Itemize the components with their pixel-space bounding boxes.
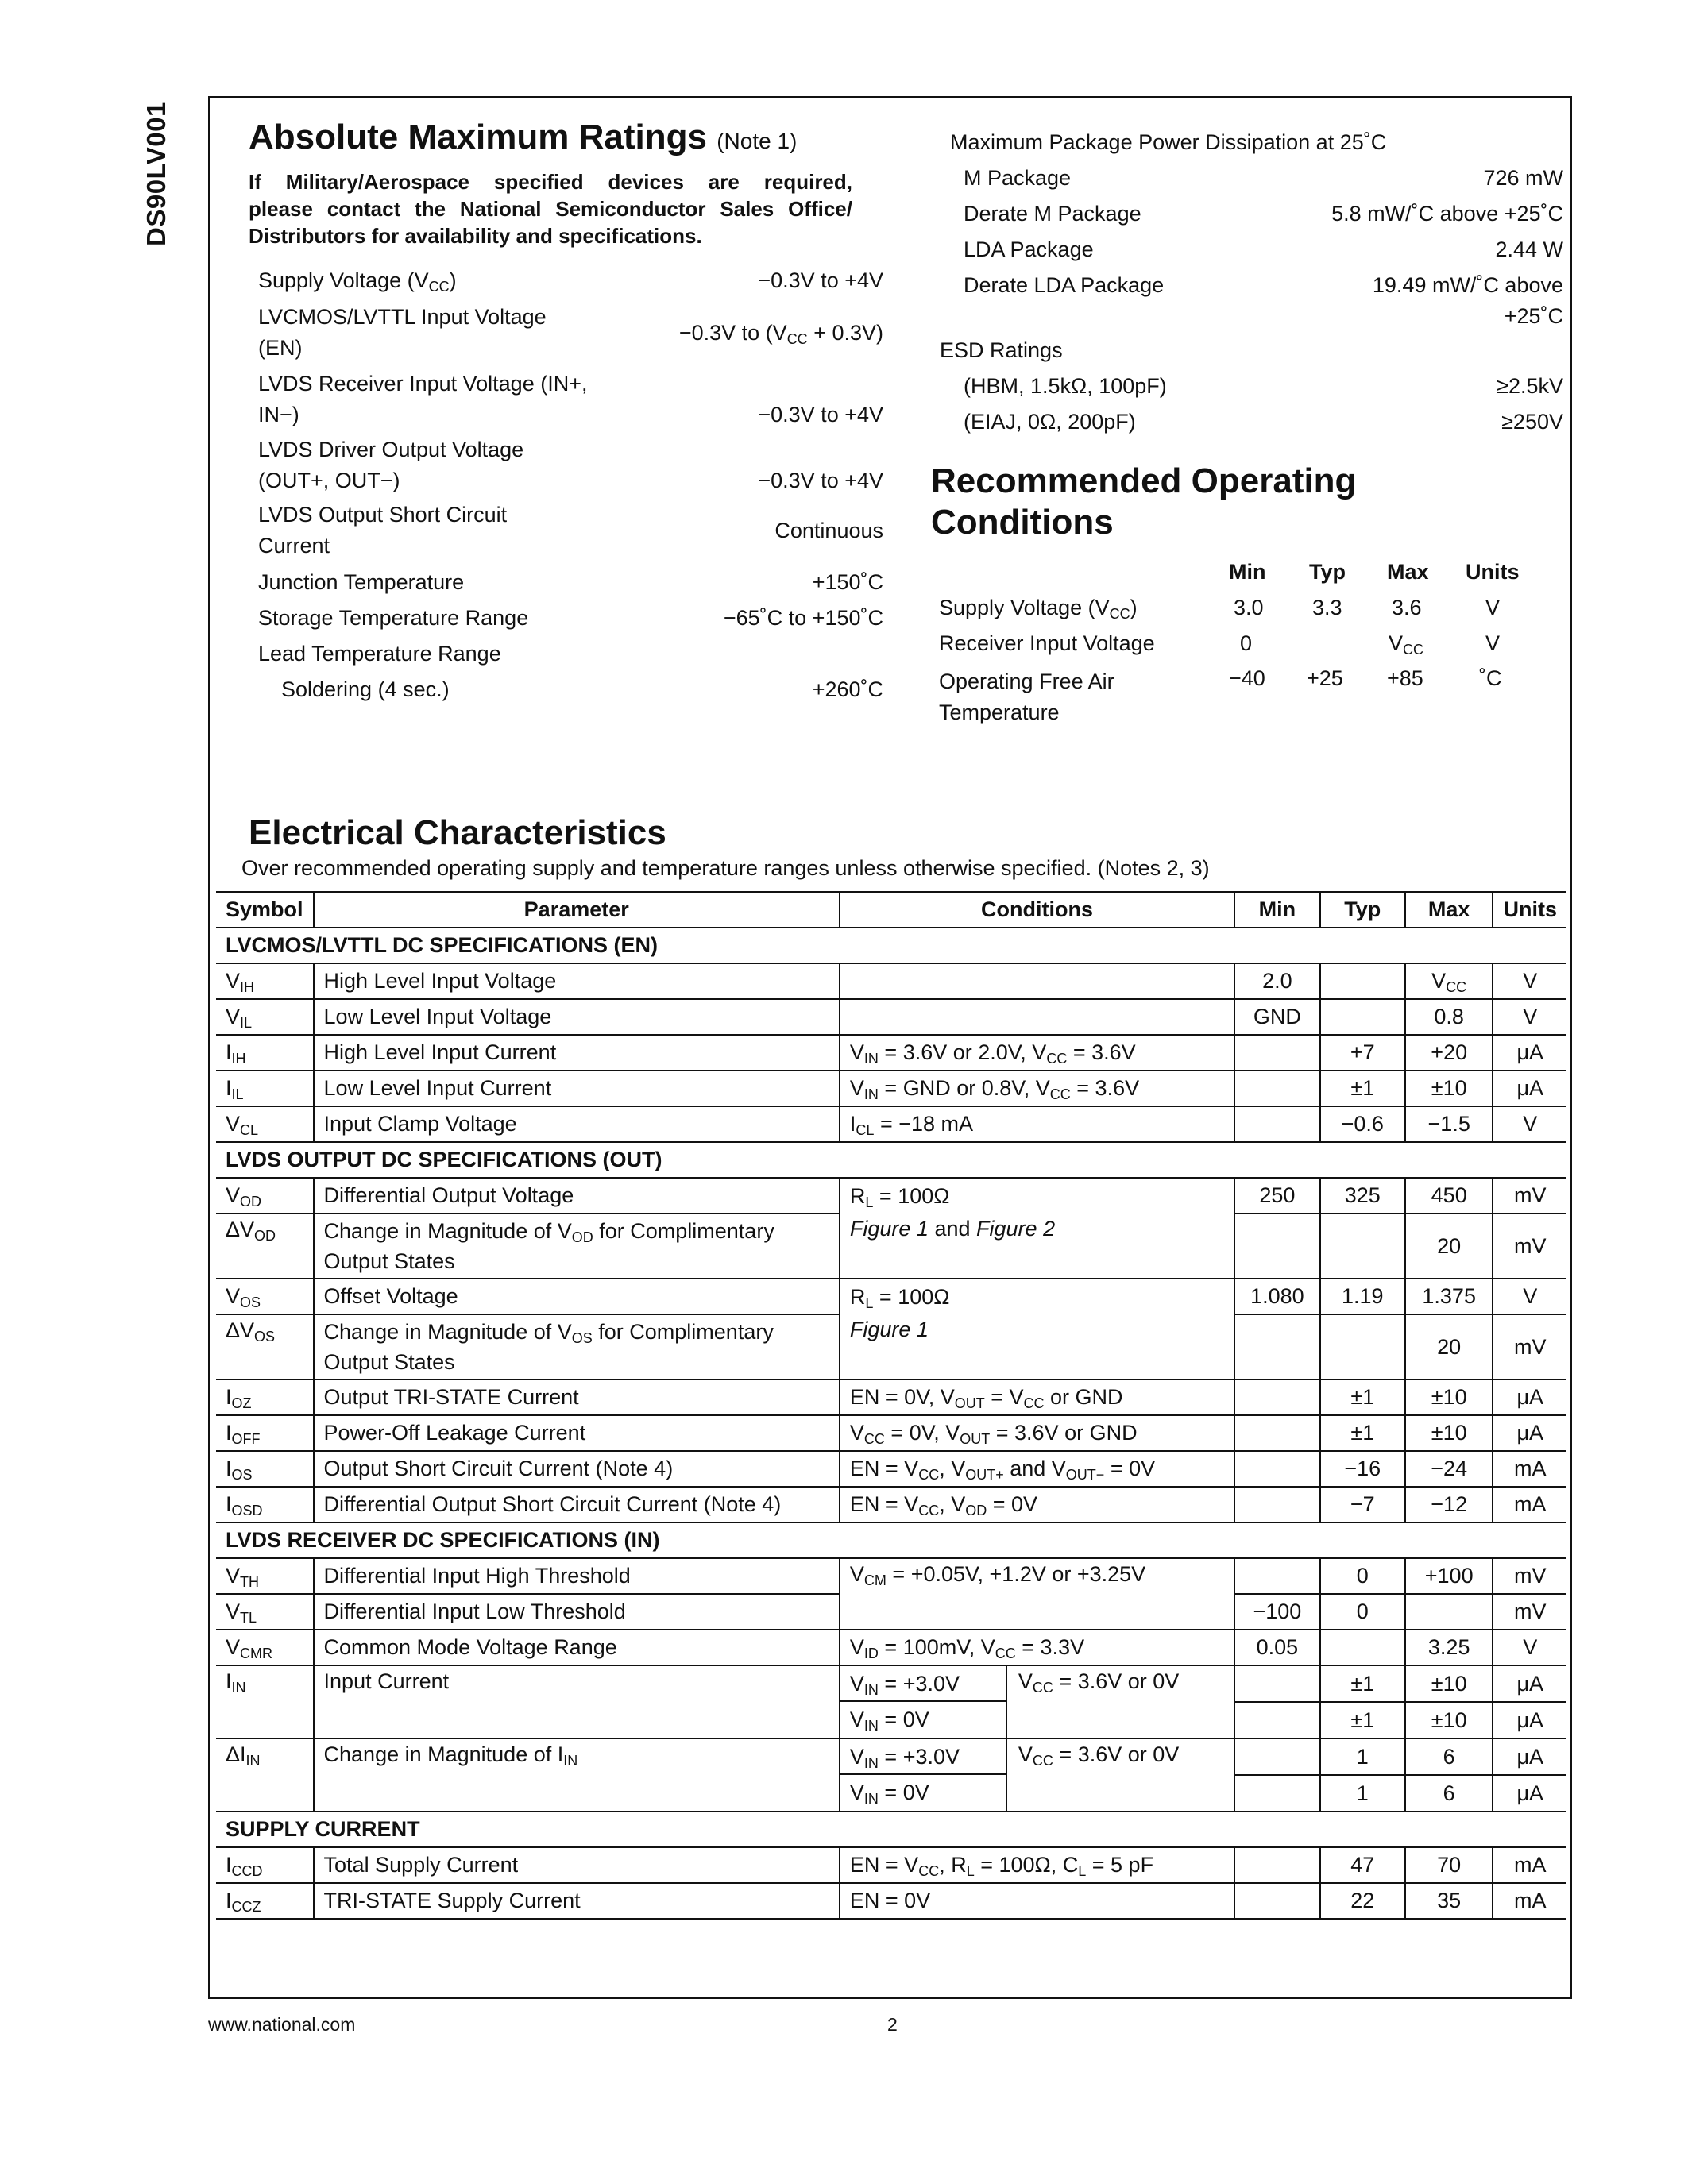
ec-units: mA bbox=[1493, 1847, 1566, 1883]
ec-units: V bbox=[1493, 1279, 1566, 1314]
ec-units: mV bbox=[1493, 1314, 1566, 1379]
roc-title-line: Conditions bbox=[931, 503, 1114, 542]
ec-typ: −0.6 bbox=[1320, 1106, 1405, 1142]
ec-parameter: High Level Input Current bbox=[314, 1035, 840, 1071]
ec-parameter: Differential Output Short Circuit Current (Note 4) bbox=[314, 1487, 840, 1522]
ec-typ: ±1 bbox=[1320, 1665, 1405, 1702]
ec-header-conditions: Conditions bbox=[840, 892, 1234, 928]
ec-section-row bbox=[216, 1812, 1566, 1847]
roc-units: ˚C bbox=[1479, 666, 1502, 690]
ec-typ: 325 bbox=[1320, 1178, 1405, 1214]
ec-units: μA bbox=[1493, 1775, 1566, 1812]
ec-conditions: $V_{ID} = 100mV$, $V_{CC} = 3.3V$ bbox=[840, 1630, 1234, 1665]
ec-row-vos bbox=[216, 1279, 1566, 1314]
ec-section-supply: SUPPLY CURRENT bbox=[216, 1812, 1566, 1847]
ec-symbol: $V_{OD}$ bbox=[216, 1178, 314, 1214]
ec-min bbox=[1234, 1558, 1320, 1594]
ec-conditions: EN = 0V bbox=[840, 1883, 1234, 1919]
ec-symbol: $I_{IH}$ bbox=[216, 1035, 314, 1071]
ec-symbol: $V_{CL}$ bbox=[216, 1106, 314, 1142]
ec-section-lvcmos: LVCMOS/LVTTL DC SPECIFICATIONS (EN) bbox=[216, 928, 1566, 963]
ec-min: 2.0 bbox=[1234, 963, 1320, 999]
ec-conditions bbox=[840, 963, 1234, 999]
ec-typ: 1.19 bbox=[1320, 1279, 1405, 1314]
ec-symbol: $V_{TL}$ bbox=[216, 1594, 314, 1630]
abs-max-row bbox=[258, 301, 883, 365]
abs-max-value: −0.3V to +4V bbox=[758, 268, 883, 292]
esd-row bbox=[950, 371, 1563, 402]
roc-min: −40 bbox=[1229, 666, 1265, 690]
roc-title bbox=[931, 461, 1356, 543]
abs-max-row bbox=[258, 674, 883, 705]
ec-cond-vin-zero: $V_{IN} = 0V$ bbox=[849, 1707, 929, 1734]
abs-max-list bbox=[258, 265, 883, 710]
ec-units: μA bbox=[1493, 1738, 1566, 1775]
ec-min bbox=[1234, 1702, 1320, 1738]
ec-header-row bbox=[216, 892, 1566, 928]
warning-line: please contact the National Semiconductor Sales Office/ bbox=[249, 197, 852, 221]
ec-conditions bbox=[840, 999, 1234, 1035]
roc-header-min: Min bbox=[1229, 560, 1266, 584]
ec-max: 20 bbox=[1405, 1214, 1493, 1279]
power-row bbox=[950, 270, 1563, 332]
footer-website: www.national.com bbox=[208, 2014, 356, 2035]
roc-min: 3.0 bbox=[1234, 596, 1264, 619]
abs-max-row bbox=[258, 265, 883, 296]
ec-max: ±10 bbox=[1405, 1665, 1493, 1702]
ec-max: ±10 bbox=[1405, 1702, 1493, 1738]
ec-min: 0.05 bbox=[1234, 1630, 1320, 1665]
ec-symbol: $I_{CCZ}$ bbox=[216, 1883, 314, 1919]
ec-conditions: $V_{CM} = +0.05V$, +1.2V or +3.25V bbox=[840, 1558, 1234, 1630]
ec-cond-vin-high: $V_{IN} = +3.0V$ bbox=[840, 1739, 1006, 1775]
abs-max-row bbox=[258, 367, 883, 430]
roc-max: 3.6 bbox=[1392, 596, 1422, 619]
ec-max: 0.8 bbox=[1405, 999, 1493, 1035]
ec-units: mA bbox=[1493, 1487, 1566, 1522]
abs-max-value: Continuous bbox=[774, 518, 883, 542]
ec-conditions: $V_{CC} = 0V$, $V_{OUT} = 3.6V$ or GND bbox=[840, 1415, 1234, 1451]
ec-min bbox=[1234, 1738, 1320, 1775]
ec-parameter: Output Short Circuit Current (Note 4) bbox=[314, 1451, 840, 1487]
ec-units: mV bbox=[1493, 1214, 1566, 1279]
ec-max: −24 bbox=[1405, 1451, 1493, 1487]
power-title-text: Maximum Package Power Dissipation at 25˚C bbox=[950, 130, 1387, 154]
ec-min bbox=[1234, 1314, 1320, 1379]
ec-min: GND bbox=[1234, 999, 1320, 1035]
ec-symbol: $I_{IN}$ bbox=[216, 1665, 314, 1738]
ec-parameter: Differential Input High Threshold bbox=[314, 1558, 840, 1594]
abs-max-row bbox=[258, 433, 883, 496]
ec-header-max: Max bbox=[1405, 892, 1493, 928]
roc-title-line: Recommended Operating bbox=[931, 461, 1357, 500]
power-title bbox=[950, 127, 1563, 158]
ec-conditions: EN = $V_{CC}$, $R_L = 100\Omega$, $C_L = 5$ pF bbox=[840, 1847, 1234, 1883]
ec-parameter: Low Level Input Current bbox=[314, 1071, 840, 1106]
ec-parameter: Change in Magnitude of $V_{OS}$ for Complimentary Output States bbox=[314, 1314, 840, 1379]
ec-units: μA bbox=[1493, 1415, 1566, 1451]
ec-units: mV bbox=[1493, 1594, 1566, 1630]
ec-units: μA bbox=[1493, 1035, 1566, 1071]
ec-row-iosd bbox=[216, 1487, 1566, 1522]
ec-max: ±10 bbox=[1405, 1071, 1493, 1106]
ec-units: μA bbox=[1493, 1702, 1566, 1738]
ec-max: 70 bbox=[1405, 1847, 1493, 1883]
ec-symbol: $I_{IL}$ bbox=[216, 1071, 314, 1106]
ec-units: μA bbox=[1493, 1379, 1566, 1415]
ec-units: V bbox=[1493, 999, 1566, 1035]
ec-symbol: $I_{OSD}$ bbox=[216, 1487, 314, 1522]
ec-conditions: $I_{CL} = -18$ mA bbox=[840, 1106, 1234, 1142]
ec-section-lvds-out: LVDS OUTPUT DC SPECIFICATIONS (OUT) bbox=[216, 1142, 1566, 1178]
ec-typ: +7 bbox=[1320, 1035, 1405, 1071]
ec-units: mV bbox=[1493, 1178, 1566, 1214]
ec-parameter: Differential Output Voltage bbox=[314, 1178, 840, 1214]
ec-conditions: $V_{IN} = 3.6V$ or 2.0V, $V_{CC} = 3.6V$ bbox=[840, 1035, 1234, 1071]
ec-min bbox=[1234, 1775, 1320, 1812]
ec-symbol: $\Delta V_{OS}$ bbox=[216, 1314, 314, 1379]
power-value bbox=[1373, 270, 1563, 332]
ec-min: 250 bbox=[1234, 1178, 1320, 1214]
abs-max-row bbox=[258, 567, 883, 598]
abs-max-label: LVDS Driver Output Voltage (OUT+, OUT−) bbox=[258, 438, 524, 492]
side-part-number: DS90LV001 bbox=[141, 102, 171, 246]
ec-max: 20 bbox=[1405, 1314, 1493, 1379]
ec-section-row bbox=[216, 928, 1566, 963]
abs-max-label: Storage Temperature Range bbox=[258, 606, 529, 630]
ec-row-iih bbox=[216, 1035, 1566, 1071]
ec-units: μA bbox=[1493, 1071, 1566, 1106]
ec-header-units: Units bbox=[1493, 892, 1566, 928]
power-row bbox=[950, 234, 1563, 265]
ec-parameter: Total Supply Current bbox=[314, 1847, 840, 1883]
esd-value: ≥2.5kV bbox=[1497, 374, 1563, 398]
ec-typ: 1 bbox=[1320, 1775, 1405, 1812]
ec-row-iccz bbox=[216, 1883, 1566, 1919]
abs-max-label: LVDS Output Short Circuit Current bbox=[258, 503, 508, 558]
ec-conditions: EN = $V_{CC}$, $V_{OD} = 0V$ bbox=[840, 1487, 1234, 1522]
ec-max: $V_{CC}$ bbox=[1405, 963, 1493, 999]
ec-min bbox=[1234, 1451, 1320, 1487]
ec-row-ioz bbox=[216, 1379, 1566, 1415]
ec-units: V bbox=[1493, 1106, 1566, 1142]
ec-min bbox=[1234, 1214, 1320, 1279]
roc-param: Receiver Input Voltage bbox=[939, 631, 1155, 655]
ec-symbol: $\Delta V_{OD}$ bbox=[216, 1214, 314, 1279]
ec-title: Electrical Characteristics bbox=[249, 813, 666, 852]
ec-section-lvds-rx: LVDS RECEIVER DC SPECIFICATIONS (IN) bbox=[216, 1522, 1566, 1558]
ec-parameter: High Level Input Voltage bbox=[314, 963, 840, 999]
abs-max-label: LVDS Receiver Input Voltage (IN+, IN−) bbox=[258, 372, 588, 426]
abs-max-value: +150˚C bbox=[812, 570, 883, 594]
ec-parameter: Output TRI-STATE Current bbox=[314, 1379, 840, 1415]
ec-min bbox=[1234, 1847, 1320, 1883]
power-row bbox=[950, 199, 1563, 230]
ec-header-min: Min bbox=[1234, 892, 1320, 928]
abs-max-value: +260˚C bbox=[812, 677, 883, 701]
roc-max: +85 bbox=[1387, 666, 1423, 690]
abs-max-row bbox=[258, 499, 883, 562]
ec-min bbox=[1234, 1665, 1320, 1702]
ec-typ: ±1 bbox=[1320, 1379, 1405, 1415]
ec-typ: ±1 bbox=[1320, 1071, 1405, 1106]
ec-symbol: $I_{OZ}$ bbox=[216, 1379, 314, 1415]
ec-symbol: $V_{IL}$ bbox=[216, 999, 314, 1035]
power-row bbox=[950, 163, 1563, 194]
warning-line: If Military/Aerospace specified devices are required, bbox=[249, 170, 852, 194]
ec-row-ioff bbox=[216, 1415, 1566, 1451]
power-label: Derate M Package bbox=[964, 202, 1141, 226]
roc-param: Operating Free Air Temperature bbox=[939, 669, 1114, 724]
ec-min: 1.080 bbox=[1234, 1279, 1320, 1314]
ec-typ: ±1 bbox=[1320, 1702, 1405, 1738]
roc-param: Supply Voltage $(V_{CC})$ bbox=[939, 596, 1138, 622]
ec-typ: −7 bbox=[1320, 1487, 1405, 1522]
ec-max: −12 bbox=[1405, 1487, 1493, 1522]
power-value: 2.44 W bbox=[1495, 237, 1563, 261]
roc-header-units: Units bbox=[1466, 560, 1520, 584]
ec-typ: 22 bbox=[1320, 1883, 1405, 1919]
ec-min bbox=[1234, 1035, 1320, 1071]
esd-label: (EIAJ, 0Ω, 200pF) bbox=[964, 410, 1136, 434]
ec-row-iccd bbox=[216, 1847, 1566, 1883]
ec-row-dvod bbox=[216, 1214, 1566, 1279]
ec-conditions bbox=[840, 1738, 1234, 1812]
abs-max-note: (Note 1) bbox=[717, 129, 798, 153]
ec-max: 450 bbox=[1405, 1178, 1493, 1214]
ec-max: ±10 bbox=[1405, 1379, 1493, 1415]
ec-min bbox=[1234, 1379, 1320, 1415]
ec-symbol: $V_{IH}$ bbox=[216, 963, 314, 999]
ec-max: 6 bbox=[1405, 1738, 1493, 1775]
ec-typ: −16 bbox=[1320, 1451, 1405, 1487]
ec-parameter: Input Current bbox=[314, 1665, 840, 1738]
roc-units: V bbox=[1485, 631, 1501, 655]
ec-header-symbol: Symbol bbox=[216, 892, 314, 928]
esd-value: ≥250V bbox=[1501, 410, 1563, 434]
power-label: LDA Package bbox=[964, 237, 1094, 261]
power-value: 5.8 mW/˚C above +25˚C bbox=[1331, 202, 1563, 226]
ec-conditions: EN = 0V, $V_{OUT} = V_{CC}$ or GND bbox=[840, 1379, 1234, 1415]
abs-max-row bbox=[258, 603, 883, 634]
ec-units: mA bbox=[1493, 1451, 1566, 1487]
ec-min bbox=[1234, 1415, 1320, 1451]
ec-row-vod bbox=[216, 1178, 1566, 1214]
abs-max-row bbox=[258, 639, 883, 669]
abs-max-label: Junction Temperature bbox=[258, 570, 465, 594]
ec-min bbox=[1234, 1883, 1320, 1919]
ec-parameter: TRI-STATE Supply Current bbox=[314, 1883, 840, 1919]
abs-max-value: −0.3V to +4V bbox=[758, 469, 883, 492]
abs-max-value: −65˚C to +150˚C bbox=[723, 606, 883, 630]
ec-max: +20 bbox=[1405, 1035, 1493, 1071]
ec-symbol: $V_{TH}$ bbox=[216, 1558, 314, 1594]
ec-max: 6 bbox=[1405, 1775, 1493, 1812]
abs-max-value: −0.3V to +4V bbox=[758, 403, 883, 426]
ec-symbol: $\Delta I_{IN}$ bbox=[216, 1738, 314, 1812]
ec-units: mV bbox=[1493, 1558, 1566, 1594]
ec-parameter: Change in Magnitude of $I_{IN}$ bbox=[314, 1738, 840, 1812]
power-label: Derate LDA Package bbox=[964, 273, 1165, 297]
roc-header-max: Max bbox=[1387, 560, 1429, 584]
roc-units: V bbox=[1485, 596, 1501, 619]
ec-typ: 1 bbox=[1320, 1738, 1405, 1775]
abs-max-label: LVCMOS/LVTTL Input Voltage (EN) bbox=[258, 305, 547, 360]
ec-parameter: Offset Voltage bbox=[314, 1279, 840, 1314]
abs-max-label: Soldering (4 sec.) bbox=[281, 677, 450, 701]
ec-cond-vcc: $V_{CC} = 3.6V$ or 0V bbox=[1018, 1669, 1180, 1696]
esd-label: (HBM, 1.5kΩ, 100pF) bbox=[964, 374, 1167, 398]
footer-page-number: 2 bbox=[887, 2014, 898, 2035]
ec-subtitle: Over recommended operating supply and temperature ranges unless otherwise specified. (Notes 2, 3) bbox=[241, 856, 1210, 880]
ec-row-diin bbox=[216, 1738, 1566, 1775]
ec-row-dvos bbox=[216, 1314, 1566, 1379]
ec-typ bbox=[1320, 1214, 1405, 1279]
abs-max-label: Lead Temperature Range bbox=[258, 642, 501, 666]
ec-units: mA bbox=[1493, 1883, 1566, 1919]
ec-section-row bbox=[216, 1522, 1566, 1558]
esd-title bbox=[940, 335, 1563, 366]
ec-max: 1.375 bbox=[1405, 1279, 1493, 1314]
ec-max bbox=[1405, 1594, 1493, 1630]
ec-typ bbox=[1320, 1314, 1405, 1379]
power-value: 726 mW bbox=[1483, 166, 1563, 190]
ec-typ: 0 bbox=[1320, 1594, 1405, 1630]
ec-units: V bbox=[1493, 963, 1566, 999]
ec-units: V bbox=[1493, 1630, 1566, 1665]
ec-max: ±10 bbox=[1405, 1415, 1493, 1451]
ec-row-ios bbox=[216, 1451, 1566, 1487]
power-value-line: +25˚C bbox=[1504, 304, 1563, 328]
roc-min: 0 bbox=[1240, 631, 1253, 655]
ec-row-vcmr bbox=[216, 1630, 1566, 1665]
ec-conditions: $R_L = 100\Omega$ bbox=[840, 1279, 1234, 1314]
ec-row-iil bbox=[216, 1071, 1566, 1106]
esd-title-text: ESD Ratings bbox=[940, 338, 1063, 362]
ec-conditions: Figure 1 bbox=[840, 1314, 1234, 1379]
roc-max: $V_{CC}$ bbox=[1389, 631, 1424, 658]
abs-max-label: Supply Voltage $(V_{CC})$ bbox=[258, 268, 457, 295]
esd-row bbox=[950, 407, 1563, 438]
ec-conditions: $V_{IN}$ = GND or 0.8V, $V_{CC} = 3.6V$ bbox=[840, 1071, 1234, 1106]
warning-line: Distributors for availability and specifications. bbox=[249, 224, 702, 248]
roc-typ: +25 bbox=[1307, 666, 1343, 690]
roc-header-typ: Typ bbox=[1309, 560, 1346, 584]
ec-typ bbox=[1320, 963, 1405, 999]
ec-max: +100 bbox=[1405, 1558, 1493, 1594]
ec-max: 3.25 bbox=[1405, 1630, 1493, 1665]
ec-conditions: Figure 1 and Figure 2 bbox=[840, 1214, 1234, 1279]
ec-conditions bbox=[840, 1665, 1234, 1738]
ec-typ: 47 bbox=[1320, 1847, 1405, 1883]
ec-symbol: $I_{OS}$ bbox=[216, 1451, 314, 1487]
ec-parameter: Input Clamp Voltage bbox=[314, 1106, 840, 1142]
ec-header-parameter: Parameter bbox=[314, 892, 840, 928]
ec-typ: 0 bbox=[1320, 1558, 1405, 1594]
ec-symbol: $V_{OS}$ bbox=[216, 1279, 314, 1314]
ec-row-iin bbox=[216, 1665, 1566, 1702]
roc-table bbox=[939, 560, 1566, 735]
power-dissipation-list bbox=[940, 127, 1563, 445]
ec-min bbox=[1234, 1487, 1320, 1522]
abs-max-value: −0.3V to $(V_{CC} + 0.3V)$ bbox=[678, 320, 883, 347]
ec-min bbox=[1234, 1106, 1320, 1142]
ec-row-vcl bbox=[216, 1106, 1566, 1142]
ec-parameter: Differential Input Low Threshold bbox=[314, 1594, 840, 1630]
ec-cond-vin-zero: $V_{IN} = 0V$ bbox=[849, 1781, 929, 1807]
ec-max: 35 bbox=[1405, 1883, 1493, 1919]
ec-row-vil bbox=[216, 999, 1566, 1035]
ec-parameter: Power-Off Leakage Current bbox=[314, 1415, 840, 1451]
ec-row-vth bbox=[216, 1558, 1566, 1594]
military-warning bbox=[249, 168, 852, 249]
ec-units: μA bbox=[1493, 1665, 1566, 1702]
roc-typ: 3.3 bbox=[1312, 596, 1342, 619]
ec-min: −100 bbox=[1234, 1594, 1320, 1630]
ec-symbol: $I_{CCD}$ bbox=[216, 1847, 314, 1883]
ec-table bbox=[216, 891, 1566, 1920]
ec-parameter: Low Level Input Voltage bbox=[314, 999, 840, 1035]
ec-cond-vin-high: $V_{IN} = +3.0V$ bbox=[840, 1666, 1006, 1702]
ec-symbol: $I_{OFF}$ bbox=[216, 1415, 314, 1451]
ec-parameter: Change in Magnitude of $V_{OD}$ for Complimentary Output States bbox=[314, 1214, 840, 1279]
ec-cond-vcc: $V_{CC} = 3.6V$ or 0V bbox=[1018, 1742, 1180, 1769]
ec-typ bbox=[1320, 1630, 1405, 1665]
ec-section-row bbox=[216, 1142, 1566, 1178]
abs-max-title-text: Absolute Maximum Ratings bbox=[249, 118, 707, 156]
ec-row-vih bbox=[216, 963, 1566, 999]
ec-typ: ±1 bbox=[1320, 1415, 1405, 1451]
ec-conditions: $R_L = 100\Omega$ bbox=[840, 1178, 1234, 1214]
abs-max-title bbox=[249, 118, 797, 157]
ec-parameter: Common Mode Voltage Range bbox=[314, 1630, 840, 1665]
ec-conditions: EN = $V_{CC}$, $V_{OUT+}$ and $V_{OUT-} = 0V$ bbox=[840, 1451, 1234, 1487]
ec-max: −1.5 bbox=[1405, 1106, 1493, 1142]
ec-header-typ: Typ bbox=[1320, 892, 1405, 928]
ec-symbol: $V_{CMR}$ bbox=[216, 1630, 314, 1665]
power-value-line: 19.49 mW/˚C above bbox=[1372, 273, 1563, 297]
ec-typ bbox=[1320, 999, 1405, 1035]
ec-min bbox=[1234, 1071, 1320, 1106]
power-label: M Package bbox=[964, 166, 1072, 190]
